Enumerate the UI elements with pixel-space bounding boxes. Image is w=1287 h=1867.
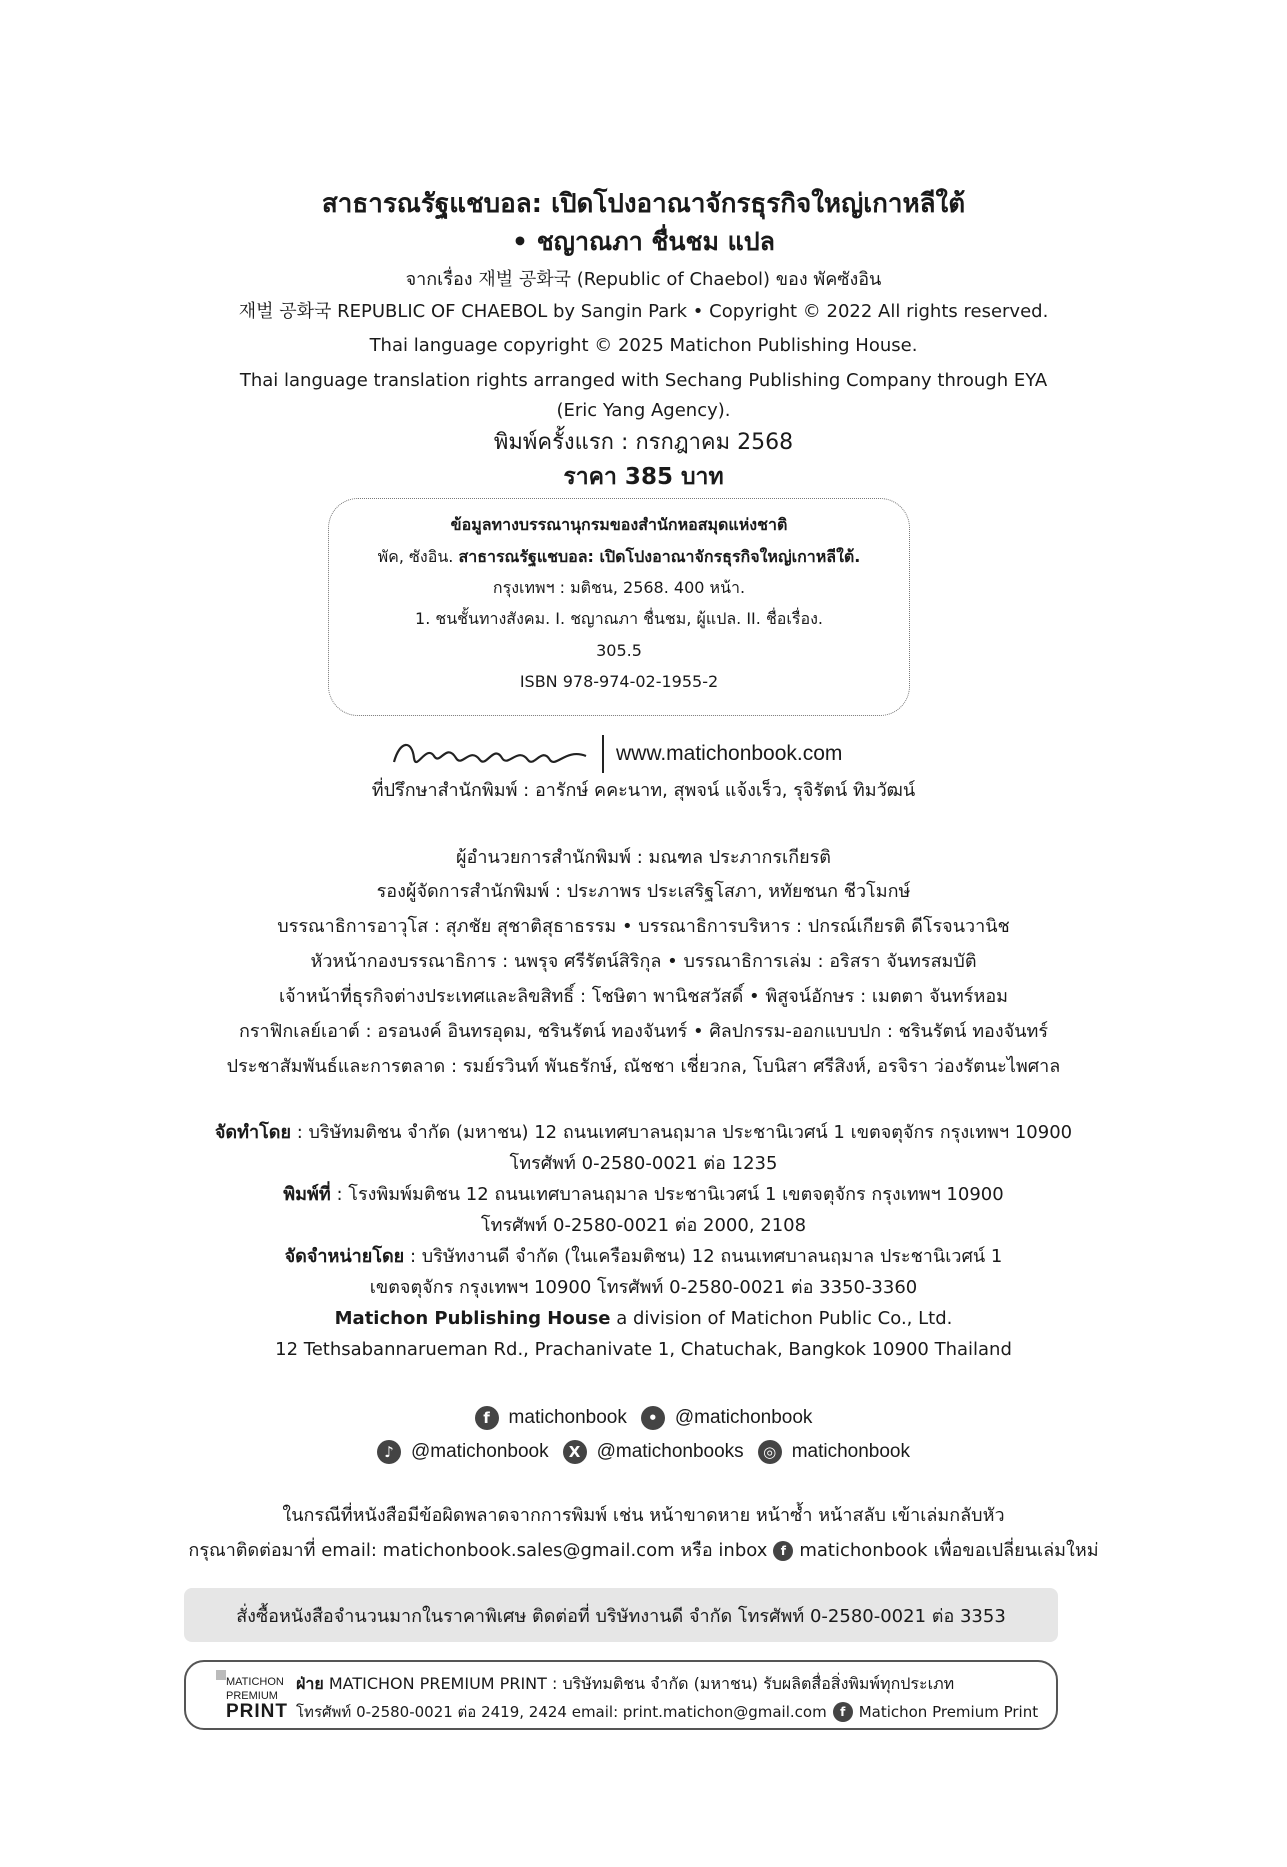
distributed-label: จัดจำหน่ายโดย [284, 1246, 405, 1267]
cip-imprint: กรุงเทพฯ : มติชน, 2568. 400 หน้า. [492, 578, 746, 597]
premium-facebook-link[interactable]: Matichon Premium Print [858, 1703, 1039, 1721]
publishing-house-desc: a division of Matichon Public Co., Ltd. [610, 1308, 953, 1329]
produced-label: จัดทำโดย [214, 1122, 291, 1143]
distributed-by [0, 1243, 1287, 1271]
errata-inbox-link[interactable]: matichonbook [799, 1540, 928, 1561]
translator-credit: • ชญาณภา ชื่นชม แปล [512, 227, 775, 256]
publisher-website-link[interactable]: www.matichonbook.com [616, 742, 843, 765]
social-row-1 [0, 1406, 1287, 1430]
logo-line-3: PRINT [226, 1701, 288, 1722]
premium-contact-line [296, 1700, 1038, 1724]
premium-dept-line [296, 1672, 954, 1697]
publisher-brand [390, 730, 842, 778]
printed-at [0, 1181, 1287, 1209]
staff-line: หัวหน้ากองบรรณาธิการ : นพรุจ ศรีรัตน์สิริกุล • บรรณาธิการเล่ม : อริสรา จันทรสมบัติ [310, 951, 977, 972]
staff-line: กราฟิกเลย์เอาต์ : อรอนงค์ อินทรอุดม, ชรินรัตน์ ทองจันทร์ • ศิลปกรรม-ออกแบบปก : ชรินรัตน์ ทองจันทร์ [238, 1021, 1049, 1042]
facebook-icon: f [773, 1541, 793, 1561]
facebook-icon: f [833, 1702, 853, 1722]
staff-line: รองผู้จัดการสำนักพิมพ์ : ประภาพร ประเสริฐโสภา, หทัยชนก ชีวโมกษ์ [376, 881, 911, 902]
errata-line-2 [0, 1537, 1287, 1565]
publisher-logo [390, 732, 590, 776]
produced-text: : บริษัทมติชน จำกัด (มหาชน) 12 ถนนเทศบาลนฤมาล ประชานิเวศน์ 1 เขตจตุจักร กรุงเทพฯ 10900 [291, 1122, 1073, 1143]
staff-line: เจ้าหน้าที่ธุรกิจต่างประเทศและลิขสิทธิ์ : โชษิตา พานิชสวัสดิ์ • พิสูจน์อักษร : เมตตา จันทร์หอม [278, 986, 1009, 1007]
publisher-advisors: ที่ปรึกษาสำนักพิมพ์ : อารักษ์ คคะนาท, สุพจน์ แจ้งเร็ว, รุจิรัตน์ ทิมวัฒน์ [371, 780, 916, 801]
tiktok-link[interactable] [377, 1440, 549, 1464]
rights-line-2: (Eric Yang Agency). [556, 400, 731, 421]
premium-dept-name: MATICHON PREMIUM PRINT [323, 1674, 547, 1693]
publishing-house-name: Matichon Publishing House [334, 1308, 611, 1329]
line-chat-icon: • [641, 1406, 665, 1430]
premium-dept-text: : บริษัทมติชน จำกัด (มหาชน) รับผลิตสื่อสิ่งพิมพ์ทุกประเภท [546, 1674, 955, 1693]
distributed-text: : บริษัทงานดี จำกัด (ในเครือมติชน) 12 ถนนเทศบาลนฤมาล ประชานิเวศน์ 1 [404, 1246, 1003, 1267]
publishing-house [0, 1305, 1287, 1333]
errata-exchange: เพื่อขอเปลี่ยนเล่มใหม่ [933, 1540, 1099, 1561]
logo-line-2: PREMIUM [226, 1690, 278, 1702]
printed-text: : โรงพิมพ์มติชน 12 ถนนเทศบาลนฤมาล ประชานิเวศน์ 1 เขตจตุจักร กรุงเทพฯ 10900 [330, 1184, 1004, 1205]
instagram-link[interactable] [758, 1440, 910, 1464]
staff-line: ประชาสัมพันธ์และการตลาด : รมย์รวินท์ พันธรักษ์, ณัชชา เชี่ยวกล, โบนิสา ศรีสิงห์, อรจิรา ว่องรัตนะไพศาล [226, 1056, 1061, 1077]
errata-line-1: ในกรณีที่หนังสือมีข้อผิดพลาดจากการพิมพ์ เช่น หน้าขาดหาย หน้าซ้ำ หน้าสลับ เข้าเล่มกลับหัว [282, 1505, 1005, 1526]
bulk-order-banner: สั่งซื้อหนังสือจำนวนมากในราคาพิเศษ ติดต่อที่ บริษัทงานดี จำกัด โทรศัพท์ 0-2580-0021 ต่อ 3353 [184, 1588, 1058, 1642]
line-handle: @matichonbook [674, 1407, 813, 1428]
cip-isbn: ISBN 978-974-02-1955-2 [519, 672, 719, 691]
price-line: ราคา 385 บาท [563, 464, 724, 490]
x-handle: @matichonbooks [596, 1441, 744, 1462]
distributed-line-2: เขตจตุจักร กรุงเทพฯ 10900 โทรศัพท์ 0-2580-0021 ต่อ 3350-3360 [369, 1277, 918, 1298]
premium-print-logo [216, 1668, 286, 1726]
tiktok-icon: ♪ [377, 1440, 401, 1464]
social-row-2 [0, 1440, 1287, 1464]
logo-line-1: MATICHON [226, 1676, 284, 1688]
x-icon: X [563, 1440, 587, 1464]
facebook-icon: f [475, 1406, 499, 1430]
copyright-thai: Thai language copyright © 2025 Matichon Publishing House. [369, 335, 918, 356]
facebook-link[interactable] [475, 1406, 627, 1430]
printed-label: พิมพ์ที่ [283, 1184, 331, 1205]
cip-heading: ข้อมูลทางบรรณานุกรมของสำนักหอสมุดแห่งชาติ [450, 515, 788, 534]
facebook-handle: matichonbook [508, 1407, 627, 1428]
cip-author-title [329, 545, 909, 569]
cip-subjects: 1. ชนชั้นทางสังคม. I. ชญาณภา ชื่นชม, ผู้แปล. II. ชื่อเรื่อง. [415, 609, 823, 628]
premium-print-box [184, 1660, 1058, 1730]
premium-phone-email: โทรศัพท์ 0-2580-0021 ต่อ 2419, 2424 email: print.matichon@gmail.com [296, 1703, 827, 1721]
cip-classification: 305.5 [596, 641, 642, 660]
address-en: 12 Tethsabannarueman Rd., Prachanivate 1, Chatuchak, Bangkok 10900 Thailand [275, 1339, 1012, 1360]
brand-separator [602, 735, 604, 773]
logo-square-icon [216, 1670, 226, 1680]
publisher-logo-text: สำนักพิมพ์มติชน [490, 772, 498, 773]
tiktok-handle: @matichonbook [411, 1441, 549, 1462]
produced-phone: โทรศัพท์ 0-2580-0021 ต่อ 1235 [509, 1153, 778, 1174]
cip-box [328, 498, 910, 716]
produced-by [0, 1119, 1287, 1147]
premium-dept-label: ฝ่าย [296, 1674, 324, 1693]
cip-author: พัค, ซังอิน. [377, 547, 454, 566]
line-link[interactable] [641, 1406, 813, 1430]
staff-line: บรรณาธิการอาวุโส : สุภชัย สุชาติสุธาธรรม • บรรณาธิการบริหาร : ปกรณ์เกียรติ ดีโรจนวานิช [277, 916, 1010, 937]
edition-line: พิมพ์ครั้งแรก : กรกฎาคม 2568 [493, 430, 794, 455]
errata-email: กรุณาติดต่อมาที่ email: matichonbook.sales@gmail.com หรือ inbox [188, 1540, 768, 1561]
instagram-icon: ◎ [758, 1440, 782, 1464]
rights-line-1: Thai language translation rights arranged with Sechang Publishing Company through EYA [239, 370, 1048, 391]
instagram-handle: matichonbook [791, 1441, 910, 1462]
copyright-original: 재벌 공화국 REPUBLIC OF CHAEBOL by Sangin Park • Copyright © 2022 All rights reserved. [238, 301, 1049, 322]
cip-title: สาธารณรัฐแชบอล: เปิดโปงอาณาจักรธุรกิจใหญ่เกาหลีใต้. [458, 547, 861, 566]
x-link[interactable] [563, 1440, 744, 1464]
staff-line: ผู้อำนวยการสำนักพิมพ์ : มณฑล ประภากรเกียรติ [455, 847, 831, 868]
book-title: สาธารณรัฐแชบอล: เปิดโปงอาณาจักรธุรกิจใหญ่เกาหลีใต้ [321, 189, 966, 219]
printed-phone: โทรศัพท์ 0-2580-0021 ต่อ 2000, 2108 [480, 1215, 807, 1236]
original-source: จากเรื่อง 재벌 공화국 (Republic of Chaebol) ของ พัคซังอิน [405, 269, 882, 290]
